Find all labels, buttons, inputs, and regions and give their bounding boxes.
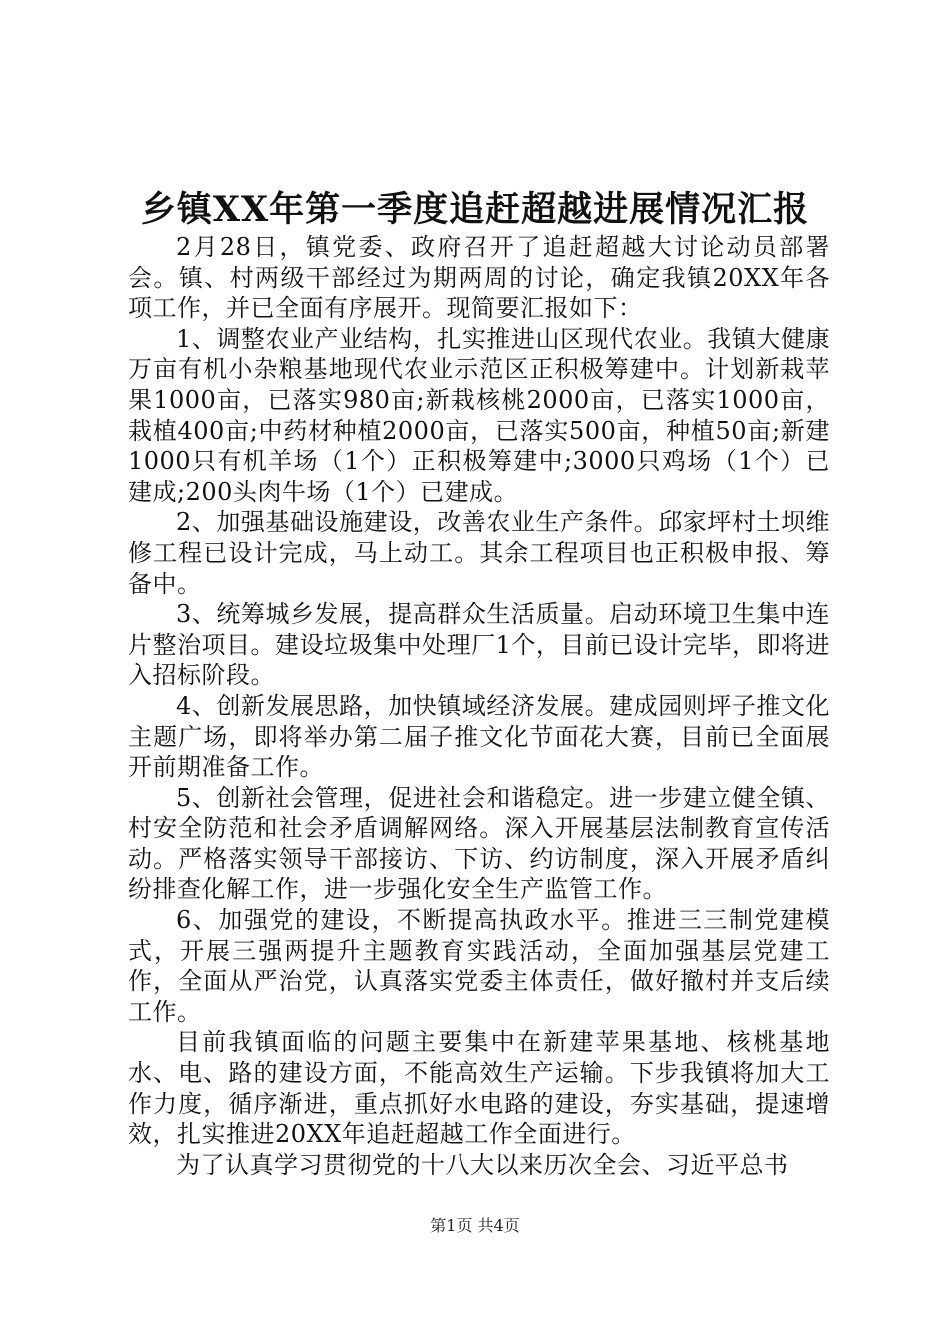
paragraph-item-6: 6、加强党的建设，不断提高执政水平。推进三三制党建模式，开展三强两提升主题教育实践活动，全面加强基层党建工作，全面从严治党，认真落实党委主体责任，做好撤村并支后续工作。 bbox=[128, 906, 830, 1026]
paragraph-item-2: 2、加强基础设施建设，改善农业生产条件。邱家坪村土坝维修工程已设计完成，马上动工。其余工程项目也正积极申报、筹备中。 bbox=[128, 508, 830, 598]
paragraph-item-4: 4、创新发展思路，加快镇域经济发展。建成园则坪子推文化主题广场，即将举办第二届子推文化节面花大赛，目前已全面展开前期准备工作。 bbox=[128, 691, 830, 782]
paragraph-continued: 为了认真学习贯彻党的十八大以来历次全会、习近平总书 bbox=[176, 1150, 789, 1179]
document-body bbox=[128, 232, 830, 1180]
page-footer: 第1页 共4页 bbox=[430, 1216, 520, 1235]
document-title: 乡镇XX年第一季度追赶超越进展情况汇报 bbox=[140, 189, 810, 230]
paragraph-item-5: 5、创新社会管理，促进社会和谐稳定。进一步建立健全镇、村安全防范和社会矛盾调解网络。深入开展基层法制教育宣传活动。严格落实领导干部接访、下访、约访制度，深入开展矛盾纠纷排查化解工作，进一步强化安全生产监管工作。 bbox=[128, 783, 830, 904]
paragraph-intro: 2月28日，镇党委、政府召开了追赶超越大讨论动员部署会。镇、村两级干部经过为期两周的讨论，确定我镇20XX年各项工作，并已全面有序展开。现简要汇报如下： bbox=[128, 233, 830, 323]
paragraph-item-1: 1、调整农业产业结构，扎实推进山区现代农业。我镇大健康万亩有机小杂粮基地现代农业示范区正积极筹建中。计划新栽苹果1000亩，已落实980亩;新栽核桃2000亩，已落实1000亩，栽植400亩;中药材种植2000亩，已落实500亩，种植50亩;新建1000只有机羊场（1个）正积极筹建中;3000只鸡场（1个）已建成;200头肉牛场（1个）已建成。 bbox=[128, 324, 830, 506]
paragraph-item-3: 3、统筹城乡发展，提高群众生活质量。启动环境卫生集中连片整治项目。建设垃圾集中处理厂1个，目前已设计完毕，即将进入招标阶段。 bbox=[128, 600, 830, 690]
paragraph-problems: 目前我镇面临的问题主要集中在新建苹果基地、核桃基地水、电、路的建设方面，不能高效生产运输。下步我镇将加大工作力度，循序渐进，重点抓好水电路的建设，夯实基础，提速增效，扎实推进20XX年追赶超越工作全面进行。 bbox=[128, 1028, 830, 1149]
